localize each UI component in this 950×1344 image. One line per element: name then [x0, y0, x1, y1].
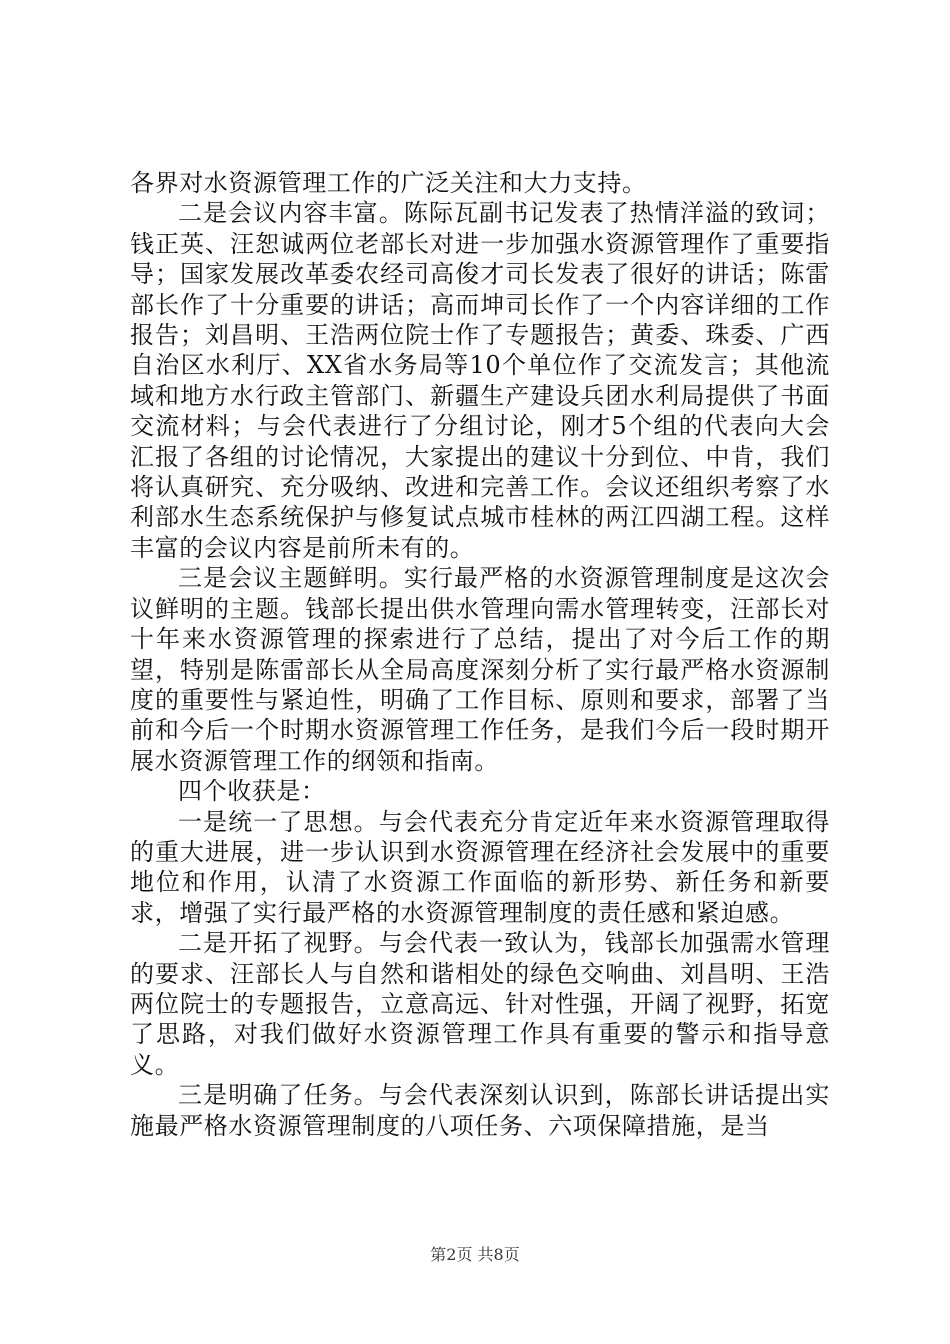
page-footer [0, 1242, 950, 1265]
paragraph-7: 三是明确了任务。与会代表深刻认识到，陈部长讲话提出实施最严格水资源管理制度的八项任务、六项保障措施，是当 [130, 1081, 830, 1140]
paragraph-6: 二是开拓了视野。与会代表一致认为，钱部长加强需水管理的要求、汪部长人与自然和谐相处的绿色交响曲、刘昌明、王浩两位院士的专题报告，立意高远、针对性强，开阔了视野，拓宽了思路，对我们做好水资源管理工作具有重要的警示和指导意义。 [130, 929, 830, 1079]
document-body [130, 168, 830, 1141]
paragraph-1: 各界对水资源管理工作的广泛关注和大力支持。 [130, 169, 647, 197]
paragraph-4: 四个收获是： [178, 777, 326, 806]
paragraph-2: 二是会议内容丰富。陈际瓦副书记发表了热情洋溢的致词；钱正英、汪恕诚两位老部长对进一步加强水资源管理作了重要指导；国家发展改革委农经司高俊才司长发表了很好的讲话；陈雷部长作了十分重要的讲话；高而坤司长作了一个内容详细的工作报告；刘昌明、王浩两位院士作了专题报告；黄委、珠委、广西自治区水利厅、XX省水务局等10个单位作了交流发言；其他流域和地方水行政主管部门、新疆生产建设兵团水利局提供了书面交流材料；与会代表进行了分组讨论，刚才5个组的代表向大会汇报了各组的讨论情况，大家提出的建议十分到位、中肯，我们将认真研究、充分吸纳、改进和完善工作。会议还组织考察了水利部水生态系统保护与修复试点城市桂林的两江四湖工程。这样丰富的会议内容是前所未有的。 [130, 199, 830, 562]
paragraph-3: 三是会议主题鲜明。实行最严格的水资源管理制度是这次会议鲜明的主题。钱部长提出供水管理向需水管理转变，汪部长对十年来水资源管理的探索进行了总结，提出了对今后工作的期望，特别是陈雷部长从全局高度深刻分析了实行最严格水资源制度的重要性与紧迫性，明确了工作目标、原则和要求，部署了当前和今后一个时期水资源管理工作任务，是我们今后一段时期开展水资源管理工作的纲领和指南。 [130, 564, 830, 775]
paragraph-5: 一是统一了思想。与会代表充分肯定近年来水资源管理取得的重大进展，进一步认识到水资源管理在经济社会发展中的重要地位和作用，认清了水资源工作面临的新形势、新任务和新要求，增强了实行最严格的水资源管理制度的责任感和紧迫感。 [130, 807, 830, 927]
page-number: 第2页 共8页 [430, 1245, 520, 1264]
